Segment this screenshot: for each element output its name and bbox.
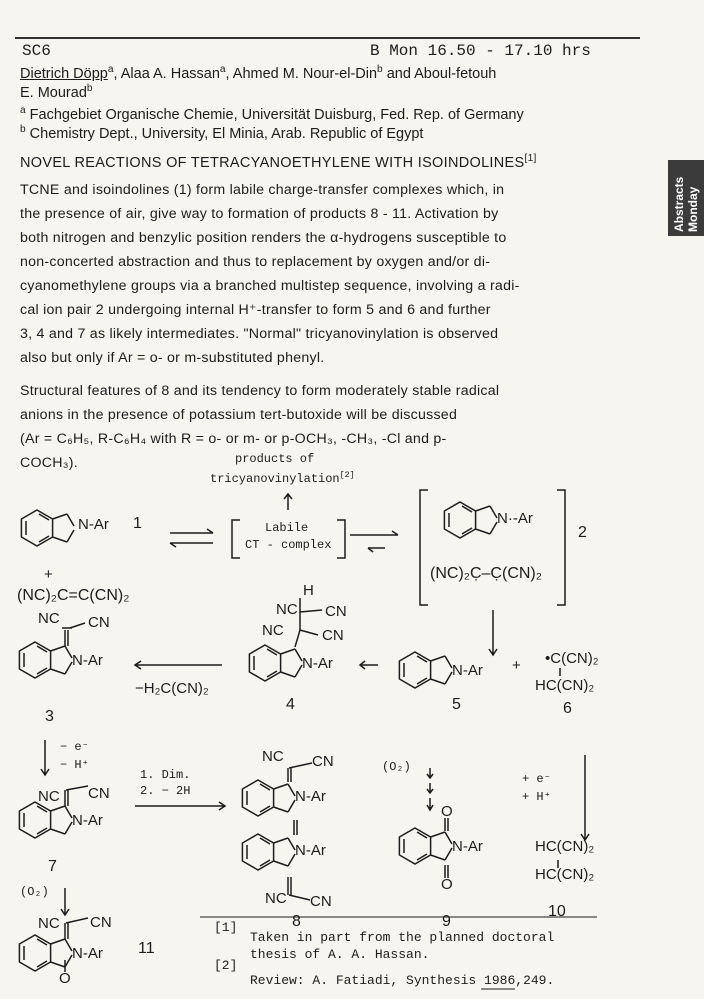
loss-malononitrile: −H₂C(CN)₂: [135, 680, 209, 697]
n-ar-4: N-Ar: [302, 655, 333, 672]
para-line: non-concerted abstraction and thus to replacement by oxygen and/or di-: [20, 254, 491, 270]
h-4: H: [303, 582, 314, 599]
footnote-1-line1: Taken in part from the planned doctoral: [250, 930, 555, 945]
author-nour: , Ahmed M. Nour-el-Din: [225, 66, 378, 82]
compound-4-label: 4: [286, 696, 295, 713]
n-ar-9: N-Ar: [452, 838, 483, 855]
session-time: B Mon 16.50 - 17.10 hrs: [370, 42, 591, 60]
para-line: cyanomethylene groups via a branched multistep sequence, involving a radi-: [20, 278, 520, 294]
tab-line2: Monday: [686, 186, 700, 232]
plus-e: + e⁻: [522, 772, 551, 786]
cn-4b: CN: [322, 627, 344, 644]
compound-11-label: 11: [138, 940, 155, 957]
dimerization-step-2: 2. − 2H: [140, 784, 191, 798]
dimerization-step-1: 1. Dim.: [140, 768, 191, 782]
nc-4a: NC: [276, 601, 298, 618]
oxygen-7-11: (O₂): [20, 885, 49, 899]
plus-5-6: +: [512, 657, 521, 674]
author-mourad: and Aboul-fetouh: [382, 66, 497, 82]
compound-2-label: 2: [578, 524, 587, 541]
compound-5-label: 5: [452, 696, 461, 713]
aff-mark: b: [86, 83, 93, 95]
aff-mark: b: [377, 64, 383, 76]
para-line: cal ion pair 2 undergoing internal H⁺-transfer to form 5 and 6 and further: [20, 302, 491, 318]
footnote-2-pages: ,249.: [515, 973, 555, 988]
cn-8a: CN: [312, 753, 334, 770]
tab-line1: Abstracts: [672, 176, 686, 232]
aff-mark: a: [20, 105, 26, 117]
radical-6-bottom: HC(CN)₂: [535, 677, 595, 694]
n-ar-1: N-Ar: [78, 516, 109, 533]
products-ref: [2]: [339, 470, 355, 480]
compound-8-label: 8: [292, 913, 301, 930]
radical-6-top: •C(CN)₂: [545, 650, 599, 667]
footnote-2-ref: [2]: [214, 958, 238, 973]
nc-8a: NC: [262, 748, 284, 765]
para-line: 3, 4 and 7 as likely intermediates. "Normal" tricyanovinylation is observed: [20, 326, 499, 342]
compound-7-label: 7: [48, 858, 57, 875]
cn-8b: CN: [310, 893, 332, 910]
author-mourad-2: E. Mourad: [20, 85, 87, 101]
title-text: NOVEL REACTIONS OF TETRACYANOETHYLENE WITH ISOINDOLINES: [20, 155, 525, 171]
hc-10-bottom: HC(CN)₂: [535, 866, 595, 883]
para-line: both nitrogen and benzylic position renders the α-hydrogens susceptible to: [20, 230, 507, 246]
o-9a: O: [441, 803, 453, 820]
footnote-1-ref: [1]: [214, 920, 238, 935]
compound-6-label: 6: [563, 700, 572, 717]
n-ar-3: N-Ar: [72, 652, 103, 669]
ct-label-1: Labile: [265, 521, 309, 535]
aff-mark: a: [107, 64, 114, 76]
products-label-1: products of: [235, 452, 315, 466]
nc-3: NC: [38, 610, 60, 627]
isoindoline-rings: [19, 502, 497, 971]
cn-3: CN: [88, 614, 110, 631]
aff-mark: a: [219, 64, 226, 76]
footnote-2-text: Review: A. Fatiadi, Synthesis: [250, 973, 485, 988]
aff-mark: b: [20, 124, 26, 136]
oxygen-5-9: (O₂): [382, 760, 411, 774]
n-ar-5: N-Ar: [452, 662, 483, 679]
tcne: (NC)₂C=C(CN)₂: [17, 587, 130, 604]
para-line: (Ar = C₆H₅, R-C₆H₄ with R = o- or m- or p-OCH₃, -CH₃, -Cl and p-: [20, 431, 447, 447]
cn-7: CN: [88, 785, 110, 802]
minus-e: − e⁻: [60, 740, 89, 754]
nc-8b: NC: [265, 890, 287, 907]
author-hassan: , Alaa A. Hassan: [113, 66, 220, 82]
nc-7: NC: [38, 788, 60, 805]
title-ref: [1]: [524, 153, 537, 165]
n-ar-8a: N-Ar: [295, 788, 326, 805]
nc-11: NC: [38, 915, 60, 932]
para-line: TCNE and isoindolines (1) form labile charge-transfer complexes which, in: [20, 182, 505, 198]
para-line: Structural features of 8 and its tendency to form moderately stable radical: [20, 383, 500, 399]
minus-h: − H⁺: [60, 758, 89, 772]
para-line: anions in the presence of potassium tert-butoxide will be discussed: [20, 407, 458, 423]
compound-3-label: 3: [45, 708, 54, 725]
compound-10-label: 10: [548, 903, 566, 920]
para-line: also but only if Ar = o- or m-substituted phenyl.: [20, 350, 325, 366]
compound-1-label: 1: [133, 515, 142, 532]
plus-1: +: [44, 566, 53, 583]
ct-label-2: CT - complex: [245, 538, 332, 552]
footnote-1-line2: thesis of A. A. Hassan.: [250, 947, 430, 962]
radical-anion: (NC)₂C̣–C̣(CN)₂: [430, 565, 542, 582]
n-ar-2: N·-Ar: [497, 510, 533, 527]
compound-9-label: 9: [442, 913, 451, 930]
cn-4a: CN: [325, 603, 347, 620]
footnote-2-year: 1986: [484, 973, 516, 988]
aff-text: Chemistry Dept., University, El Minia, Arab. Republic of Egypt: [25, 126, 424, 142]
para-line: the presence of air, give way to formation of products 8 - 11. Activation by: [20, 206, 499, 222]
o-11: O: [59, 970, 71, 987]
n-ar-7: N-Ar: [72, 812, 103, 829]
author-dopp: Dietrich Döpp: [20, 66, 108, 82]
session-code: SC6: [22, 42, 51, 60]
products-label-2: [210, 472, 355, 486]
plus-h: + H⁺: [522, 790, 551, 804]
hc-10-top: HC(CN)₂: [535, 838, 595, 855]
cn-11: CN: [90, 914, 112, 931]
n-ar-8b: N-Ar: [295, 842, 326, 859]
aff-text: Fachgebiet Organische Chemie, Universität Duisburg, Fed. Rep. of Germany: [25, 107, 524, 123]
o-9b: O: [441, 876, 453, 893]
para-line: COCH₃).: [20, 455, 78, 471]
products-text: tricyanovinylation: [210, 472, 340, 486]
nc-4b: NC: [262, 622, 284, 639]
n-ar-11: N-Ar: [72, 945, 103, 962]
footnote-2: [250, 973, 554, 989]
